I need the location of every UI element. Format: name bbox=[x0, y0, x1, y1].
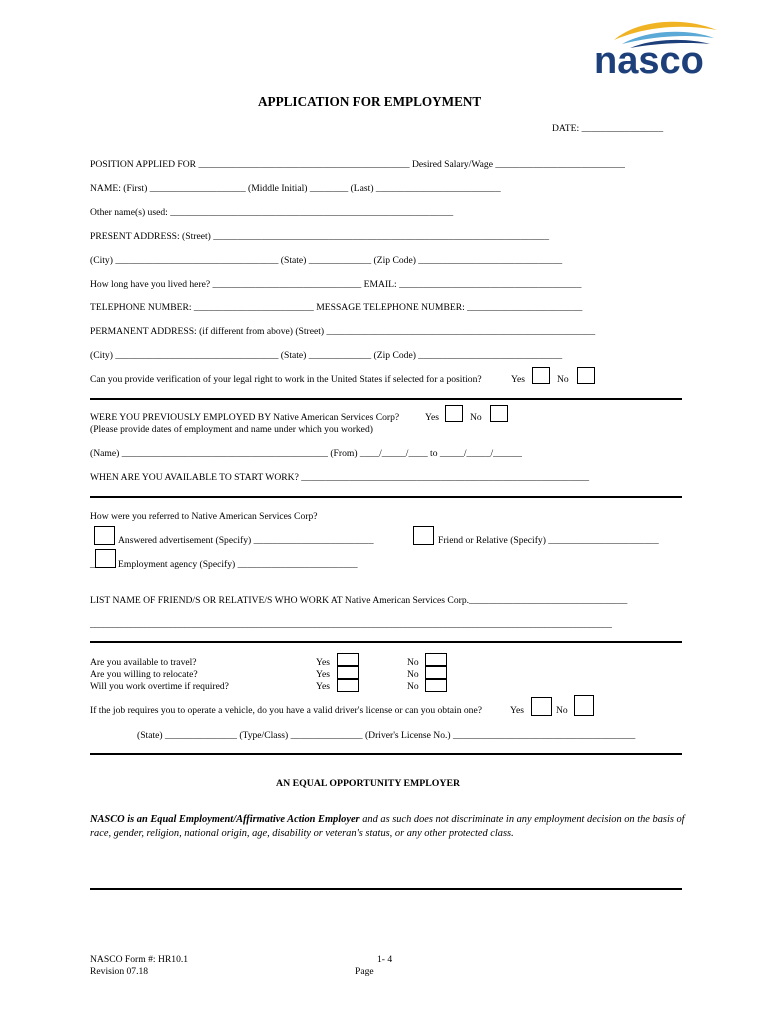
overtime-no-checkbox[interactable] bbox=[425, 679, 447, 692]
divider bbox=[90, 753, 682, 755]
present-city-field[interactable]: (City) __________________________________ (State) _____________ (Zip Code) ______________________________ bbox=[90, 255, 563, 266]
previous-no-checkbox[interactable] bbox=[490, 405, 508, 422]
travel-no-label: No bbox=[407, 657, 419, 668]
employment-agency-blank: ____ bbox=[90, 559, 110, 570]
drivers-license-field[interactable]: (State) _______________ (Type/Class) _______________ (Driver's License No.) ______________________________________ bbox=[137, 730, 636, 741]
travel-yes-label: Yes bbox=[316, 657, 330, 668]
friends-relatives-list-field[interactable]: LIST NAME OF FRIEND/S OR RELATIVE/S WHO WORK AT Native American Services Corp._________________________________ bbox=[90, 595, 628, 606]
advertisement-field[interactable]: Answered advertisement (Specify) _________________________ bbox=[118, 535, 374, 546]
page-title: APPLICATION FOR EMPLOYMENT bbox=[258, 94, 482, 109]
name-field[interactable]: NAME: (First) ____________________ (Middle Initial) ________ (Last) __________________________ bbox=[90, 183, 501, 194]
vehicle-no-checkbox[interactable] bbox=[574, 695, 594, 716]
telephone-field[interactable]: TELEPHONE NUMBER: _________________________ MESSAGE TELEPHONE NUMBER: ________________________ bbox=[90, 302, 583, 313]
other-names-field[interactable]: Other name(s) used: ___________________________________________________________ bbox=[90, 207, 454, 218]
employment-agency-field[interactable]: Employment agency (Specify) _________________________ bbox=[118, 559, 358, 570]
relocate-no-label: No bbox=[407, 669, 419, 680]
page-label: Page bbox=[355, 966, 374, 977]
present-street-field[interactable]: PRESENT ADDRESS: (Street) ______________________________________________________________________ bbox=[90, 231, 550, 242]
divider bbox=[90, 496, 682, 498]
form-number: NASCO Form #: HR10.1 bbox=[90, 954, 189, 965]
permanent-city-field[interactable]: (City) __________________________________ (State) _____________ (Zip Code) ______________________________ bbox=[90, 350, 563, 361]
vehicle-yes-checkbox[interactable] bbox=[531, 697, 552, 716]
eoe-heading: AN EQUAL OPPORTUNITY EMPLOYER bbox=[276, 778, 461, 789]
overtime-yes-checkbox[interactable] bbox=[337, 679, 359, 692]
eoe-statement-rest: and as such does not discriminate in any employment decision on the basis of race, gender, religion, national origin, age, disability or veteran's status, or any other protected class. bbox=[90, 814, 685, 839]
previous-name-dates-field[interactable]: (Name) ___________________________________________ (From) ____/_____/____ to _____/_____/______ bbox=[90, 448, 522, 459]
previous-yes-label: Yes bbox=[425, 412, 439, 423]
divider bbox=[90, 398, 682, 400]
work-right-no-label: No bbox=[557, 374, 569, 385]
advertisement-checkbox[interactable] bbox=[94, 526, 115, 545]
date-blank[interactable]: _________________ bbox=[581, 123, 664, 134]
referral-question: How were you referred to Native American Services Corp? bbox=[90, 511, 318, 522]
work-right-no-checkbox[interactable] bbox=[577, 367, 595, 384]
travel-no-checkbox[interactable] bbox=[425, 653, 447, 666]
previous-employment-note: (Please provide dates of employment and name under which you worked) bbox=[90, 424, 373, 435]
vehicle-question: If the job requires you to operate a vehicle, do you have a valid driver's license or can you obtain one? bbox=[90, 705, 482, 716]
eoe-statement-bold: NASCO is an Equal Employment/Affirmative Action Employer bbox=[90, 814, 360, 825]
friend-relative-checkbox[interactable] bbox=[413, 526, 434, 545]
relocate-yes-checkbox[interactable] bbox=[337, 666, 359, 679]
travel-yes-checkbox[interactable] bbox=[337, 653, 359, 666]
relocate-no-checkbox[interactable] bbox=[425, 666, 447, 679]
permanent-street-field[interactable]: PERMANENT ADDRESS: (if different from above) (Street) ________________________________________________________ bbox=[90, 326, 596, 337]
relocate-yes-label: Yes bbox=[316, 669, 330, 680]
residence-email-field[interactable]: How long have you lived here? _______________________________ EMAIL: ______________________________________ bbox=[90, 279, 582, 290]
friend-relative-field[interactable]: Friend or Relative (Specify) _______________________ bbox=[438, 535, 659, 546]
previous-yes-checkbox[interactable] bbox=[445, 405, 463, 422]
position-field[interactable]: POSITION APPLIED FOR ____________________________________________ Desired Salary/Wage ___________________________ bbox=[90, 159, 625, 170]
start-date-field[interactable]: WHEN ARE YOU AVAILABLE TO START WORK? ____________________________________________________________ bbox=[90, 472, 590, 483]
date-label: DATE: bbox=[552, 123, 580, 134]
overtime-question: Will you work overtime if required? bbox=[90, 681, 229, 692]
page-number: 1- 4 bbox=[377, 954, 393, 965]
previous-employment-question: WERE YOU PREVIOUSLY EMPLOYED BY Native American Services Corp? bbox=[90, 412, 400, 423]
nasco-logo bbox=[592, 14, 727, 86]
friends-relatives-extra-line[interactable]: ____________________________________________________________________________________________________________________ bbox=[90, 619, 612, 630]
vehicle-yes-label: Yes bbox=[510, 705, 524, 716]
relocate-question: Are you willing to relocate? bbox=[90, 669, 198, 680]
work-right-yes-checkbox[interactable] bbox=[532, 367, 550, 384]
divider bbox=[90, 888, 682, 890]
divider bbox=[90, 641, 682, 643]
eoe-statement bbox=[90, 813, 690, 841]
overtime-yes-label: Yes bbox=[316, 681, 330, 692]
work-right-question: Can you provide verification of your legal right to work in the United States if selected for a position? bbox=[90, 374, 482, 385]
overtime-no-label: No bbox=[407, 681, 419, 692]
date-field[interactable] bbox=[552, 123, 663, 134]
vehicle-no-label: No bbox=[556, 705, 568, 716]
previous-no-label: No bbox=[470, 412, 482, 423]
logo-wordmark: nasco bbox=[594, 40, 704, 82]
revision: Revision 07.18 bbox=[90, 966, 149, 977]
travel-question: Are you available to travel? bbox=[90, 657, 197, 668]
work-right-yes-label: Yes bbox=[511, 374, 525, 385]
